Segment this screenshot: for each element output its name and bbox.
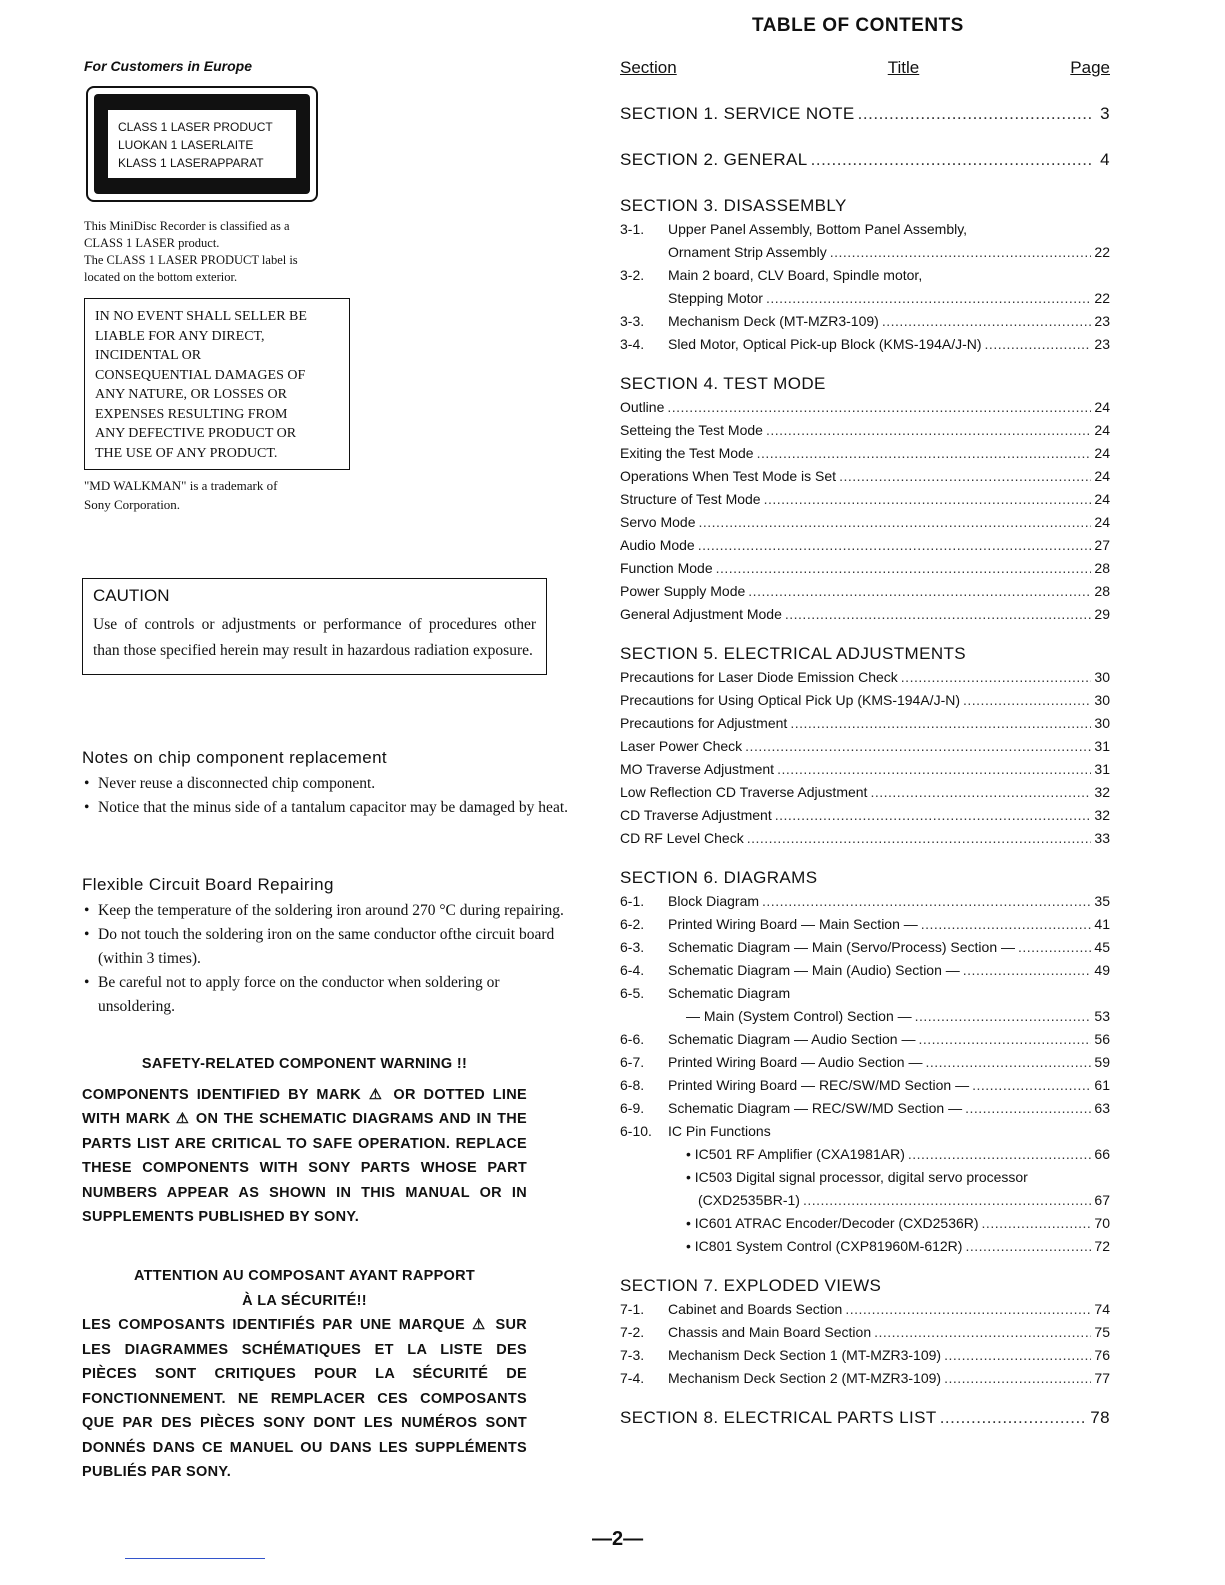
toc-entry <box>620 1074 1110 1097</box>
caution-heading: CAUTION <box>93 586 170 605</box>
entry-title: Printed Wiring Board — REC/SW/MD Section — <box>668 1077 970 1093</box>
page-ref: 24 <box>1094 514 1110 530</box>
liability-disclaimer-box <box>84 298 350 470</box>
toc-section <box>620 194 1110 356</box>
toc-entry <box>620 534 1110 557</box>
dot-leader <box>785 603 1092 626</box>
trademark-notice <box>84 476 277 514</box>
entry-title: Ornament Strip Assembly <box>668 244 827 260</box>
entry-number: 6-10. <box>620 1123 652 1139</box>
entry-title: Cabinet and Boards Section <box>668 1301 843 1317</box>
toc-entry <box>620 936 1110 959</box>
toc-entry <box>620 804 1110 827</box>
toc-entry <box>620 1166 1110 1189</box>
page-ref: 35 <box>1094 893 1110 909</box>
toc-entry <box>620 1189 1110 1212</box>
dot-leader <box>901 666 1092 689</box>
dot-leader <box>757 442 1092 465</box>
toc-entry <box>620 333 1110 356</box>
page-ref: 74 <box>1094 1301 1110 1317</box>
entry-title: Printed Wiring Board — Main Section — <box>668 916 918 932</box>
col-page: Page <box>1070 58 1110 77</box>
dot-leader <box>940 1406 1088 1430</box>
toc-entry <box>620 1321 1110 1344</box>
dot-leader <box>915 1005 1092 1028</box>
entry-number: 6-9. <box>620 1100 645 1116</box>
text-line: ANY DEFECTIVE PRODUCT OR <box>95 426 297 441</box>
dot-leader <box>747 827 1092 850</box>
entry-title: CD Traverse Adjustment <box>620 807 772 823</box>
toc-section-heading <box>620 102 1110 126</box>
europe-heading: For Customers in Europe <box>84 58 253 74</box>
toc-entry <box>620 1097 1110 1120</box>
entry-title: Block Diagram <box>668 893 760 909</box>
dot-leader <box>766 287 1091 310</box>
entry-title: Low Reflection CD Traverse Adjustment <box>620 784 868 800</box>
dot-leader <box>874 1321 1091 1344</box>
page-ref: 24 <box>1094 445 1110 461</box>
entry-title: Setteing the Test Mode <box>620 422 763 438</box>
toc-title: TABLE OF CONTENTS <box>752 15 964 36</box>
dot-leader <box>811 148 1093 172</box>
dot-leader <box>845 1298 1091 1321</box>
entry-number <box>620 1235 668 1258</box>
warning-heading: SAFETY-RELATED COMPONENT WARNING !! <box>141 1056 468 1072</box>
dot-leader <box>745 735 1091 758</box>
entry-number: 6-8. <box>620 1077 645 1093</box>
entry-title: Schematic Diagram — Main (Servo/Process) Section — <box>668 939 1015 955</box>
toc-section <box>620 866 1110 1258</box>
entry-number: 7-4. <box>620 1370 645 1386</box>
page-ref: 4 <box>1100 150 1110 169</box>
dot-leader <box>764 488 1092 511</box>
toc-entry <box>620 1235 1110 1258</box>
caution-body: Use of controls or adjustments or performance of procedures other than those specified herein may result in hazardous radiation exposure. <box>93 616 536 659</box>
page-ref: 56 <box>1094 1031 1110 1047</box>
entry-number: 6-4. <box>620 962 645 978</box>
section-title: SECTION 4. TEST MODE <box>620 374 826 393</box>
toc-entry <box>620 557 1110 580</box>
page-ref: 24 <box>1094 468 1110 484</box>
table-of-contents <box>620 102 1110 1446</box>
dot-leader <box>766 419 1091 442</box>
entry-number: 6-1. <box>620 893 645 909</box>
dot-leader <box>925 1051 1091 1074</box>
dot-leader <box>748 580 1091 603</box>
toc-entry <box>620 827 1110 850</box>
text-line: LIABLE FOR ANY DIRECT, <box>95 328 265 344</box>
text-line: The CLASS 1 LASER PRODUCT label is <box>84 253 298 267</box>
notes-heading: Notes on chip component replacement <box>82 748 388 767</box>
laser-class-label <box>86 86 318 202</box>
page-ref: 41 <box>1094 916 1110 932</box>
safety-warning-french <box>82 1264 527 1485</box>
toc-entry <box>620 1005 1110 1028</box>
toc-section-heading <box>620 866 1110 890</box>
toc-column-headers <box>620 58 1110 78</box>
entry-title: CD RF Level Check <box>620 830 744 846</box>
entry-number <box>620 1143 668 1166</box>
section-title: SECTION 7. EXPLODED VIEWS <box>620 1276 882 1295</box>
toc-entry <box>620 666 1110 689</box>
text-line: IN NO EVENT SHALL SELLER BE <box>95 309 307 324</box>
toc-entry <box>620 218 1110 241</box>
dot-leader <box>858 102 1093 126</box>
text-line: EXPENSES RESULTING FROM <box>95 406 288 422</box>
text-line: INCIDENTAL OR <box>95 348 202 363</box>
warning-body: COMPONENTS IDENTIFIED BY MARK ⚠ OR DOTTED LINE WITH MARK ⚠ ON THE SCHEMATIC DIAGRAMS AND IN THE PARTS LIST ARE CRITICAL TO SAFE OPERATION. REPLACE THESE COMPONENTS WITH SONY PARTS WHOSE PART NUMBERS APPEAR AS SHOWN IN THIS MANUAL OR IN SUPPLEMENTS PUBLISHED BY SONY. <box>82 1086 527 1225</box>
entry-title: Printed Wiring Board — Audio Section — <box>668 1054 923 1070</box>
toc-entry <box>620 959 1110 982</box>
dot-leader <box>716 557 1092 580</box>
entry-title: Main 2 board, CLV Board, Spindle motor, <box>668 267 923 283</box>
entry-title: General Adjustment Mode <box>620 606 782 622</box>
col-title: Title <box>887 58 920 77</box>
toc-entry <box>620 580 1110 603</box>
page-ref: 31 <box>1094 761 1110 777</box>
page-ref: 24 <box>1094 422 1110 438</box>
dot-leader <box>963 689 1091 712</box>
entry-title: • IC503 Digital signal processor, digital servo processor <box>686 1169 1028 1185</box>
dot-leader <box>918 1028 1091 1051</box>
dot-leader <box>803 1189 1091 1212</box>
entry-title: Mechanism Deck Section 2 (MT-MZR3-109) <box>668 1370 942 1386</box>
note-item: • Never reuse a disconnected chip component. <box>82 772 572 796</box>
entry-number <box>620 287 668 310</box>
toc-entry <box>620 735 1110 758</box>
page-ref: 76 <box>1094 1347 1110 1363</box>
dot-leader <box>965 1235 1091 1258</box>
entry-title: Power Supply Mode <box>620 583 746 599</box>
toc-section-heading <box>620 1274 1110 1298</box>
page-ref: 78 <box>1090 1408 1110 1427</box>
text-line: CONSEQUENTIAL DAMAGES OF <box>95 367 306 383</box>
entry-number: 3-4. <box>620 336 645 352</box>
toc-entry <box>620 1051 1110 1074</box>
chip-replacement-notes <box>82 748 572 820</box>
entry-number: 7-3. <box>620 1347 645 1363</box>
page-ref: 77 <box>1094 1370 1110 1386</box>
toc-section <box>620 372 1110 626</box>
entry-number: 7-1. <box>620 1301 645 1317</box>
text-line: Sony Corporation. <box>84 497 181 512</box>
note-item: • Be careful not to apply force on the conductor when soldering or unsoldering. <box>82 971 572 1019</box>
toc-entry <box>620 1344 1110 1367</box>
toc-entry <box>620 913 1110 936</box>
page-ref: 27 <box>1094 537 1110 553</box>
page-ref: 32 <box>1094 784 1110 800</box>
page-ref: 45 <box>1094 939 1110 955</box>
entry-title: Precautions for Using Optical Pick Up (KMS-194A/J-N) <box>620 692 960 708</box>
entry-title: Exiting the Test Mode <box>620 445 754 461</box>
page-ref: 53 <box>1094 1008 1110 1024</box>
dot-leader <box>830 241 1092 264</box>
toc-entry <box>620 1028 1110 1051</box>
entry-number: 3-3. <box>620 313 645 329</box>
dot-leader <box>908 1143 1092 1166</box>
entry-number: 6-3. <box>620 939 645 955</box>
toc-section <box>620 1274 1110 1390</box>
note-item: • Notice that the minus side of a tantalum capacitor may be damaged by heat. <box>82 796 572 820</box>
entry-title: Laser Power Check <box>620 738 743 754</box>
safety-warning-english <box>82 1052 527 1230</box>
page-ref: 32 <box>1094 807 1110 823</box>
dot-leader <box>985 333 1092 356</box>
toc-entry <box>620 511 1110 534</box>
entry-title: Precautions for Laser Diode Emission Check <box>620 669 898 685</box>
page-ref: 29 <box>1094 606 1110 622</box>
text-line: THE USE OF ANY PRODUCT. <box>95 445 278 461</box>
entry-title: Audio Mode <box>620 537 695 553</box>
page-ref: 75 <box>1094 1324 1110 1340</box>
entry-title: Structure of Test Mode <box>620 491 761 507</box>
page-ref: 23 <box>1094 336 1110 352</box>
toc-section-heading <box>620 194 1110 218</box>
divider <box>125 1558 265 1559</box>
entry-number: 3-1. <box>620 221 645 237</box>
laser-label-line: CLASS 1 LASER PRODUCT <box>118 120 273 134</box>
toc-section-heading <box>620 642 1110 666</box>
entry-title: Function Mode <box>620 560 713 576</box>
toc-entry <box>620 1367 1110 1390</box>
dot-leader <box>944 1344 1091 1367</box>
entry-title: Operations When Test Mode is Set <box>620 468 837 484</box>
dot-leader <box>965 1097 1091 1120</box>
warning-body: LES COMPOSANTS IDENTIFIÉS PAR UNE MARQUE ⚠ SUR LES DIAGRAMMES SCHÉMATIQUES ET LA LISTE DES PIÈCES SONT CRITIQUES POUR LA SÉCURITÉ DE FONCTIONNEMENT. NE REMPLACER CES COMPOSANTS QUE PAR DES PIÈCES SONY DONT LES NUMÉROS SONT DONNÉS DANS CE MANUEL OU DANS LES SUPPLÉMENTS PUBLIÉS PAR SONY. <box>82 1317 527 1480</box>
entry-title: • IC501 RF Amplifier (CXA1981AR) <box>686 1146 905 1162</box>
entry-number <box>620 1212 668 1235</box>
page-ref: 33 <box>1094 830 1110 846</box>
laser-label-line: LUOKAN 1 LASERLAITE <box>118 138 254 152</box>
entry-title: — Main (System Control) Section — <box>686 1008 912 1024</box>
section-title: SECTION 1. SERVICE NOTE <box>620 104 855 123</box>
text-line: This MiniDisc Recorder is classified as a <box>84 219 290 233</box>
laser-label-text <box>108 110 296 178</box>
toc-entry <box>620 1120 1110 1143</box>
entry-title: Stepping Motor <box>668 290 763 306</box>
toc-entry <box>620 264 1110 287</box>
notes-heading: Flexible Circuit Board Repairing <box>82 875 334 894</box>
entry-number: 6-5. <box>620 985 645 1001</box>
entry-title: Chassis and Main Board Section <box>668 1324 872 1340</box>
text-line: located on the bottom exterior. <box>84 270 238 284</box>
entry-title: Schematic Diagram <box>668 985 791 1001</box>
page-ref: 28 <box>1094 560 1110 576</box>
laser-label-frame <box>94 94 310 194</box>
toc-section <box>620 1406 1110 1430</box>
toc-entry <box>620 241 1110 264</box>
text-line: ANY NATURE, OR LOSSES OR <box>95 387 288 402</box>
toc-entry <box>620 396 1110 419</box>
toc-entry <box>620 488 1110 511</box>
toc-entry <box>620 419 1110 442</box>
toc-entry <box>620 982 1110 1005</box>
toc-entry <box>620 310 1110 333</box>
page-ref: 23 <box>1094 313 1110 329</box>
entry-title: Schematic Diagram — Main (Audio) Section — <box>668 962 960 978</box>
dot-leader <box>698 534 1092 557</box>
col-section: Section <box>620 58 677 77</box>
page-ref: 22 <box>1094 290 1110 306</box>
page-ref: 30 <box>1094 692 1110 708</box>
entry-title: Schematic Diagram — Audio Section — <box>668 1031 916 1047</box>
text-line: "MD WALKMAN" is a trademark of <box>84 478 278 493</box>
section-title: SECTION 6. DIAGRAMS <box>620 868 818 887</box>
entry-title: Mechanism Deck Section 1 (MT-MZR3-109) <box>668 1347 942 1363</box>
toc-entry <box>620 1298 1110 1321</box>
entry-number <box>620 241 668 264</box>
section-title: SECTION 5. ELECTRICAL ADJUSTMENTS <box>620 644 967 663</box>
dot-leader <box>944 1367 1091 1390</box>
toc-entry <box>620 1212 1110 1235</box>
entry-title: Sled Motor, Optical Pick-up Block (KMS-194A/J-N) <box>668 336 982 352</box>
entry-number: 7-2. <box>620 1324 645 1340</box>
entry-title: Precautions for Adjustment <box>620 715 788 731</box>
toc-section-heading <box>620 1406 1110 1430</box>
page-ref: 31 <box>1094 738 1110 754</box>
dot-leader <box>698 511 1091 534</box>
section-title: SECTION 3. DISASSEMBLY <box>620 196 847 215</box>
entry-number: 6-2. <box>620 916 645 932</box>
entry-number <box>620 1005 668 1028</box>
page-ref: 66 <box>1094 1146 1110 1162</box>
dot-leader <box>667 396 1091 419</box>
page-ref: 61 <box>1094 1077 1110 1093</box>
note-item: • Do not touch the soldering iron on the same conductor ofthe circuit board (within 3 times). <box>82 923 572 971</box>
entry-title: IC Pin Functions <box>668 1123 771 1139</box>
toc-section <box>620 102 1110 126</box>
page-ref: 70 <box>1094 1215 1110 1231</box>
dot-leader <box>921 913 1092 936</box>
flex-board-repair-notes <box>82 875 572 1019</box>
dot-leader <box>839 465 1091 488</box>
toc-section-heading <box>620 148 1110 172</box>
toc-entry <box>620 781 1110 804</box>
page-ref: 30 <box>1094 715 1110 731</box>
toc-section-heading <box>620 372 1110 396</box>
page-ref: 24 <box>1094 399 1110 415</box>
toc-entry <box>620 442 1110 465</box>
toc-entry <box>620 758 1110 781</box>
entry-title: Upper Panel Assembly, Bottom Panel Assembly, <box>668 221 968 237</box>
toc-entry <box>620 465 1110 488</box>
text-line: CLASS 1 LASER product. <box>84 236 220 250</box>
caution-box <box>82 578 547 675</box>
page-ref: 63 <box>1094 1100 1110 1116</box>
dot-leader <box>870 781 1091 804</box>
dot-leader <box>777 758 1091 781</box>
toc-entry <box>620 890 1110 913</box>
entry-title: Servo Mode <box>620 514 696 530</box>
page-ref: 49 <box>1094 962 1110 978</box>
warning-heading: ATTENTION AU COMPOSANT AYANT RAPPORT <box>133 1268 476 1284</box>
entry-title: • IC801 System Control (CXP81960M-612R) <box>686 1238 963 1254</box>
entry-title: Mechanism Deck (MT-MZR3-109) <box>668 313 879 329</box>
toc-entry <box>620 712 1110 735</box>
toc-entry <box>620 689 1110 712</box>
dot-leader <box>972 1074 1091 1097</box>
entry-number: 6-6. <box>620 1031 645 1047</box>
toc-entry <box>620 603 1110 626</box>
page-ref: 22 <box>1094 244 1110 260</box>
entry-title: MO Traverse Adjustment <box>620 761 775 777</box>
page-number: —2— <box>592 1528 644 1550</box>
entry-title: • IC601 ATRAC Encoder/Decoder (CXD2536R) <box>686 1215 979 1231</box>
entry-number <box>620 1166 668 1189</box>
entry-title: Outline <box>620 399 665 415</box>
toc-entry <box>620 1143 1110 1166</box>
section-title: SECTION 8. ELECTRICAL PARTS LIST <box>620 1408 937 1427</box>
page-ref: 24 <box>1094 491 1110 507</box>
warning-heading: À LA SÉCURITÉ!! <box>242 1292 367 1309</box>
entry-title: Schematic Diagram — REC/SW/MD Section — <box>668 1100 963 1116</box>
dot-leader <box>982 1212 1092 1235</box>
entry-number: 6-7. <box>620 1054 645 1070</box>
page-ref: 59 <box>1094 1054 1110 1070</box>
dot-leader <box>775 804 1092 827</box>
dot-leader <box>1018 936 1091 959</box>
entry-title: (CXD2535BR-1) <box>698 1192 800 1208</box>
section-title: SECTION 2. GENERAL <box>620 150 808 169</box>
page-ref: 72 <box>1094 1238 1110 1254</box>
dot-leader <box>963 959 1092 982</box>
toc-section <box>620 148 1110 172</box>
laser-label-line: KLASS 1 LASERAPPARAT <box>118 156 264 170</box>
note-item: • Keep the temperature of the soldering iron around 270 °C during repairing. <box>82 899 572 923</box>
dot-leader <box>790 712 1091 735</box>
page-ref: 3 <box>1100 104 1110 123</box>
page-ref: 28 <box>1094 583 1110 599</box>
dot-leader <box>762 890 1091 913</box>
page-ref: 30 <box>1094 669 1110 685</box>
entry-number <box>620 1189 668 1212</box>
toc-section <box>620 642 1110 850</box>
laser-class-text <box>84 218 354 286</box>
page-ref: 67 <box>1094 1192 1110 1208</box>
entry-number: 3-2. <box>620 267 645 283</box>
toc-entry <box>620 287 1110 310</box>
dot-leader <box>882 310 1092 333</box>
